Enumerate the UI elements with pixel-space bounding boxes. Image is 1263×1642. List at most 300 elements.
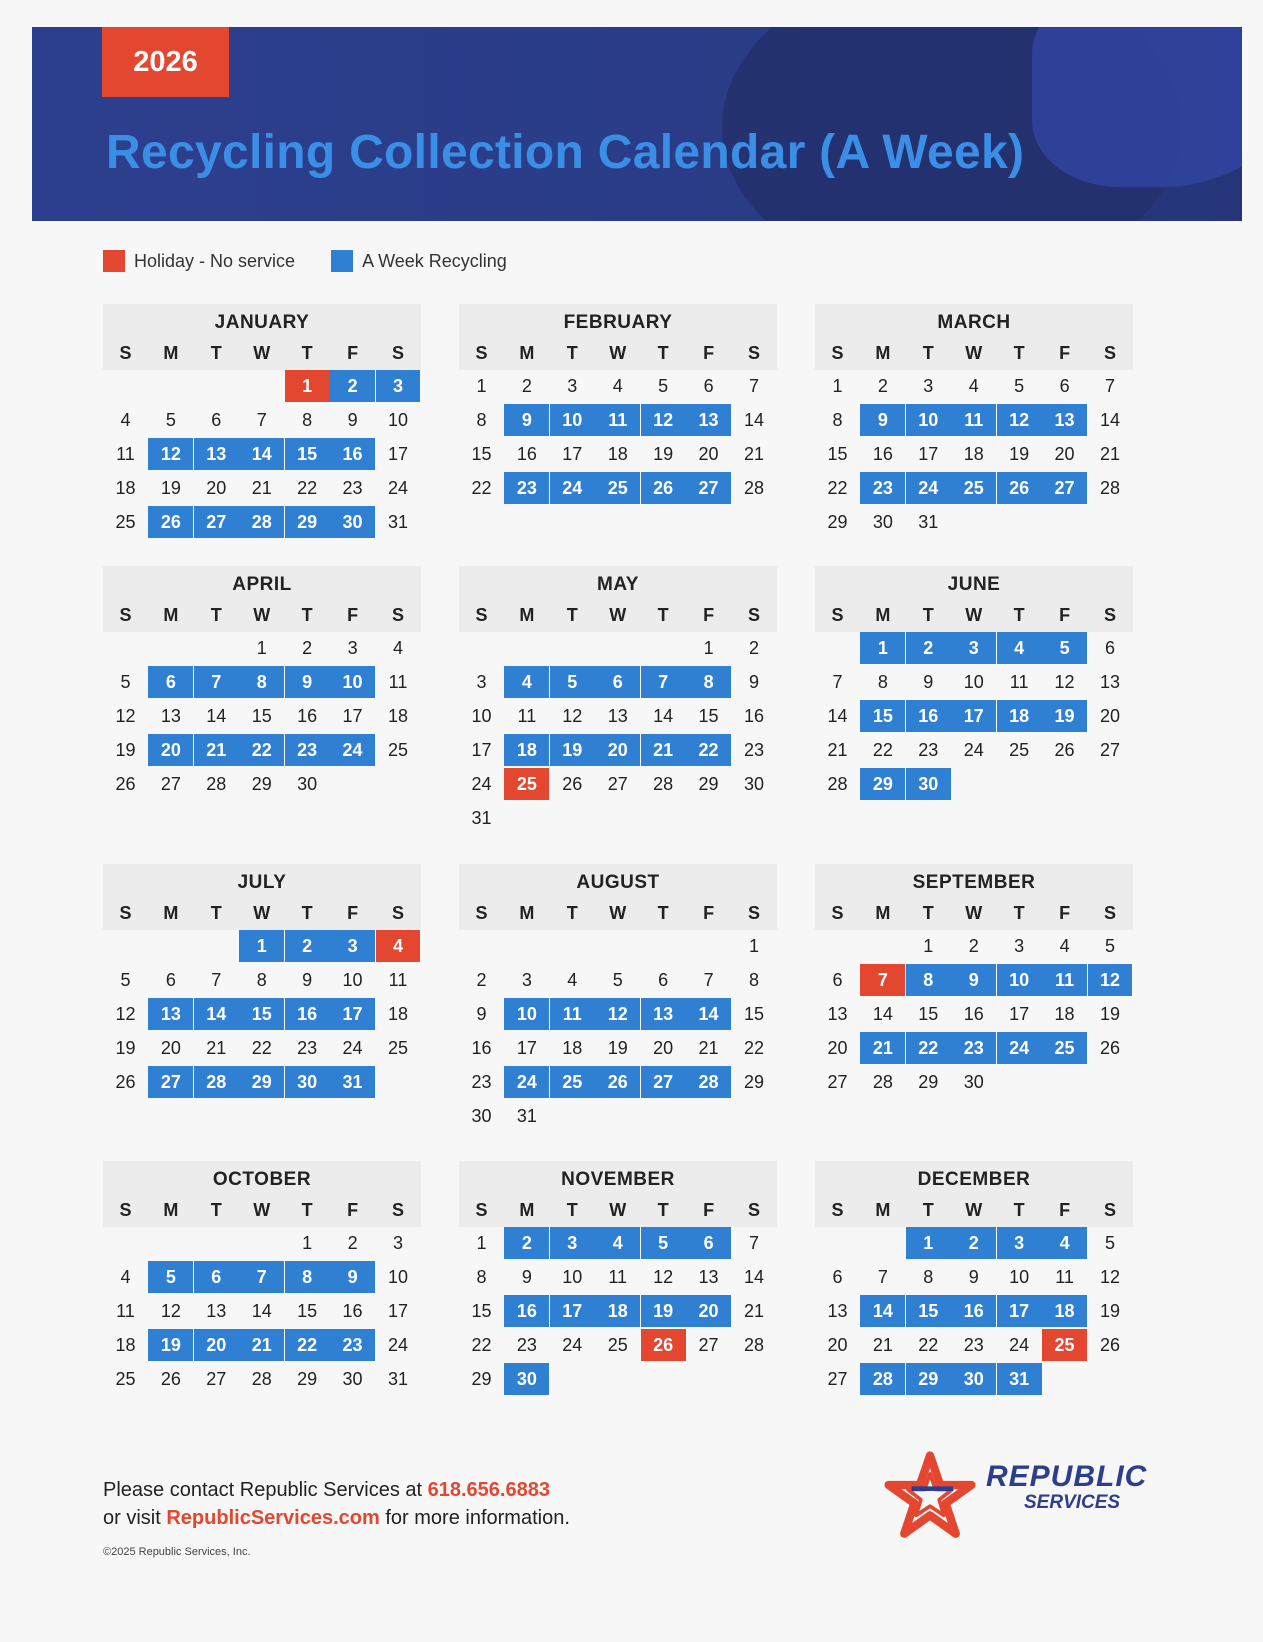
empty-day-cell (860, 930, 905, 962)
day-cell: 5 (165, 409, 176, 430)
day-cell: 5 (1014, 375, 1025, 396)
recycling-day-cell: 16 (285, 998, 330, 1030)
empty-day-cell (951, 768, 996, 800)
recycling-day-cell: 20 (194, 1329, 239, 1361)
day-cell: 26 (1099, 1334, 1120, 1355)
day-cell: 8 (302, 409, 313, 430)
recycling-day-cell: 5 (148, 1261, 193, 1293)
day-cell: 11 (517, 705, 537, 726)
day-cell: 3 (923, 375, 934, 396)
month-name: DECEMBER (917, 1169, 1031, 1190)
weekday-label: W (609, 342, 627, 363)
day-cell: 18 (607, 443, 628, 464)
weekday-label: T (301, 342, 313, 363)
recycling-day-cell: 26 (997, 472, 1042, 504)
recycling-day-cell: 17 (330, 998, 375, 1030)
empty-day-cell (641, 1100, 686, 1132)
day-cell: 9 (521, 1266, 532, 1287)
day-cell: 28 (251, 1368, 272, 1389)
day-cell: 15 (471, 1300, 492, 1321)
recycling-day-cell: 26 (641, 472, 686, 504)
day-cell: 10 (387, 409, 408, 430)
day-cell: 14 (206, 705, 227, 726)
weekday-label: T (657, 604, 669, 625)
empty-day-cell (641, 802, 686, 834)
weekday-label: W (253, 342, 271, 363)
day-cell: 14 (872, 1003, 893, 1024)
weekday-label: M (875, 604, 891, 625)
week-row (103, 1261, 421, 1293)
day-cell: 19 (1009, 443, 1030, 464)
day-cell: 13 (607, 705, 628, 726)
recycling-day-cell: 2 (285, 930, 330, 962)
day-cell: 14 (251, 1300, 272, 1321)
day-cell: 3 (1014, 935, 1025, 956)
empty-day-cell (686, 930, 731, 962)
empty-day-cell (595, 1100, 640, 1132)
day-cell: 26 (115, 773, 136, 794)
day-cell: 4 (392, 637, 403, 658)
day-cell: 8 (476, 409, 487, 430)
year-badge: 2026 (102, 27, 229, 97)
month-header (815, 864, 1133, 930)
empty-day-cell (148, 370, 193, 402)
empty-day-cell (860, 1227, 905, 1259)
weekday-label: M (163, 342, 179, 363)
day-cell: 25 (607, 1334, 628, 1355)
week-row (815, 1227, 1133, 1259)
day-cell: 24 (342, 1037, 363, 1058)
weekday-label: W (253, 1199, 271, 1220)
recycling-day-cell: 10 (330, 666, 375, 698)
recycling-day-cell: 13 (686, 404, 731, 436)
week-row (459, 370, 777, 402)
week-row (103, 1032, 421, 1064)
recycling-day-cell: 6 (148, 666, 193, 698)
empty-day-cell (1088, 1363, 1133, 1395)
weekday-row (103, 1193, 421, 1227)
day-cell: 16 (743, 705, 764, 726)
weekday-label: T (301, 1199, 313, 1220)
week-row (459, 734, 777, 766)
recycling-day-cell: 25 (1042, 1032, 1087, 1064)
footer-line1-text: Please contact Republic Services at (103, 1479, 423, 1501)
month-header (103, 1161, 421, 1227)
day-cell: 5 (658, 375, 669, 396)
empty-day-cell (1088, 506, 1133, 538)
month-september (815, 864, 1133, 1100)
week-row (103, 1066, 421, 1098)
day-cell: 26 (1099, 1037, 1120, 1058)
recycling-day-cell: 6 (686, 1227, 731, 1259)
week-row (103, 964, 421, 996)
week-row (815, 1329, 1133, 1361)
day-cell: 20 (1099, 705, 1120, 726)
recycling-day-cell: 6 (194, 1261, 239, 1293)
day-cell: 25 (115, 1368, 136, 1389)
day-cell: 17 (387, 443, 408, 464)
weekday-label: S (1103, 1199, 1116, 1220)
day-cell: 7 (748, 375, 759, 396)
month-august (459, 864, 777, 1134)
day-cell: 21 (827, 739, 848, 760)
day-cell: 29 (698, 773, 719, 794)
day-cell: 1 (476, 1232, 487, 1253)
weekday-label: F (347, 902, 359, 923)
recycling-day-cell: 20 (686, 1295, 731, 1327)
empty-day-cell (550, 1363, 595, 1395)
day-cell: 29 (471, 1368, 492, 1389)
recycling-day-cell: 19 (1042, 700, 1087, 732)
day-cell: 28 (827, 773, 848, 794)
empty-day-cell (376, 768, 421, 800)
recycling-day-cell: 24 (997, 1032, 1042, 1064)
recycling-day-cell: 21 (860, 1032, 905, 1064)
day-cell: 4 (120, 409, 131, 430)
recycling-day-cell: 3 (330, 930, 375, 962)
day-cell: 19 (653, 443, 674, 464)
day-cell: 4 (1059, 935, 1070, 956)
day-cell: 31 (387, 1368, 408, 1389)
day-cell: 4 (120, 1266, 131, 1287)
day-cell: 30 (963, 1071, 984, 1092)
week-row (103, 632, 421, 664)
recycling-day-cell: 12 (148, 438, 193, 470)
recycling-day-cell: 23 (504, 472, 549, 504)
empty-day-cell (686, 1363, 731, 1395)
day-cell: 23 (516, 1334, 537, 1355)
weekday-label: T (301, 604, 313, 625)
day-cell: 1 (832, 375, 843, 396)
weekday-label: S (391, 342, 404, 363)
day-cell: 9 (476, 1003, 487, 1024)
legend-item-holiday (103, 250, 295, 272)
recycling-day-cell: 26 (148, 506, 193, 538)
day-cell: 29 (918, 1071, 939, 1092)
day-cell: 28 (743, 477, 764, 498)
week-row (815, 666, 1133, 698)
weekday-label: F (1059, 342, 1071, 363)
month-header (459, 1161, 777, 1227)
month-april (103, 566, 421, 802)
week-row (459, 1261, 777, 1293)
week-row (459, 1227, 777, 1259)
day-cell: 24 (387, 477, 408, 498)
recycling-day-cell: 1 (239, 930, 284, 962)
weekday-label: S (1103, 604, 1116, 625)
day-cell: 25 (387, 739, 408, 760)
recycling-day-cell: 9 (860, 404, 905, 436)
day-cell: 24 (1009, 1334, 1030, 1355)
day-cell: 6 (658, 969, 669, 990)
day-cell: 12 (115, 705, 136, 726)
month-header (815, 304, 1133, 370)
weekday-label: S (119, 1199, 132, 1220)
week-row (459, 964, 777, 996)
day-cell: 19 (160, 477, 181, 498)
month-june (815, 566, 1133, 802)
holiday-day-cell: 1 (285, 370, 330, 402)
banner-decoration (1032, 27, 1242, 187)
day-cell: 20 (698, 443, 719, 464)
weekday-row (103, 598, 421, 632)
day-cell: 22 (471, 477, 492, 498)
week-row (103, 506, 421, 538)
day-cell: 28 (872, 1071, 893, 1092)
week-row (103, 370, 421, 402)
day-cell: 1 (256, 637, 267, 658)
recycling-day-cell: 15 (860, 700, 905, 732)
recycling-day-cell: 30 (285, 1066, 330, 1098)
empty-day-cell (148, 632, 193, 664)
empty-day-cell (732, 802, 777, 834)
recycling-day-cell: 6 (595, 666, 640, 698)
recycling-day-cell: 23 (285, 734, 330, 766)
day-cell: 11 (1055, 1266, 1074, 1287)
empty-day-cell (595, 930, 640, 962)
empty-day-cell (504, 632, 549, 664)
week-row (459, 438, 777, 470)
empty-day-cell (103, 370, 148, 402)
weekday-label: S (475, 1199, 488, 1220)
recycling-day-cell: 23 (860, 472, 905, 504)
day-cell: 18 (963, 443, 984, 464)
recycling-day-cell: 12 (1088, 964, 1133, 996)
weekday-label: W (965, 342, 983, 363)
weekday-label: T (566, 604, 578, 625)
day-cell: 16 (872, 443, 893, 464)
empty-day-cell (1088, 768, 1133, 800)
weekday-label: W (253, 902, 271, 923)
week-row (815, 1066, 1133, 1098)
recycling-day-cell: 12 (595, 998, 640, 1030)
day-cell: 1 (302, 1232, 313, 1253)
day-cell: 17 (562, 443, 583, 464)
weekday-label: W (609, 902, 627, 923)
logo-line1: REPUBLIC (986, 1460, 1148, 1493)
day-cell: 31 (387, 511, 408, 532)
empty-day-cell (815, 930, 860, 962)
weekday-label: F (347, 342, 359, 363)
day-cell: 7 (256, 409, 267, 430)
recycling-day-cell: 16 (330, 438, 375, 470)
weekday-row (459, 336, 777, 370)
day-cell: 23 (918, 739, 939, 760)
day-cell: 27 (206, 1368, 227, 1389)
empty-day-cell (103, 930, 148, 962)
recycling-day-cell: 7 (641, 666, 686, 698)
recycling-day-cell: 29 (906, 1363, 951, 1395)
day-cell: 2 (521, 375, 532, 396)
month-header (459, 566, 777, 632)
recycling-day-cell: 31 (997, 1363, 1042, 1395)
day-cell: 7 (211, 969, 222, 990)
recycling-day-cell: 4 (1042, 1227, 1087, 1259)
month-name: AUGUST (576, 872, 660, 893)
day-cell: 9 (302, 969, 313, 990)
logo-line2: SERVICES (1024, 1492, 1121, 1513)
phone-number[interactable]: 618.656.6883 (427, 1479, 550, 1501)
month-header (459, 864, 777, 930)
day-cell: 2 (748, 637, 759, 658)
month-name: MAY (597, 574, 639, 595)
website-link[interactable]: RepublicServices.com (166, 1507, 380, 1529)
empty-day-cell (997, 506, 1042, 538)
day-cell: 27 (160, 773, 181, 794)
day-cell: 31 (516, 1105, 537, 1126)
day-cell: 20 (827, 1334, 848, 1355)
recycling-day-cell: 15 (239, 998, 284, 1030)
day-cell: 7 (877, 1266, 888, 1287)
weekday-label: M (875, 902, 891, 923)
month-header (815, 566, 1133, 632)
weekday-label: W (965, 604, 983, 625)
empty-day-cell (550, 930, 595, 962)
weekday-label: F (703, 902, 715, 923)
day-cell: 21 (698, 1037, 719, 1058)
weekday-row (815, 896, 1133, 930)
day-cell: 30 (471, 1105, 492, 1126)
day-cell: 25 (115, 511, 136, 532)
day-cell: 24 (562, 1334, 583, 1355)
empty-day-cell (595, 1363, 640, 1395)
day-cell: 13 (827, 1300, 848, 1321)
recycling-day-cell: 13 (641, 998, 686, 1030)
weekday-label: M (519, 342, 535, 363)
recycling-day-cell: 25 (595, 472, 640, 504)
day-cell: 6 (211, 409, 222, 430)
recycling-day-cell: 18 (504, 734, 549, 766)
weekday-label: T (566, 342, 578, 363)
day-cell: 18 (115, 477, 136, 498)
holiday-day-cell: 26 (641, 1329, 686, 1361)
day-cell: 24 (387, 1334, 408, 1355)
day-cell: 22 (743, 1037, 764, 1058)
day-cell: 21 (1099, 443, 1120, 464)
day-cell: 10 (342, 969, 363, 990)
recycling-day-cell: 3 (951, 632, 996, 664)
empty-day-cell (732, 1363, 777, 1395)
day-cell: 14 (827, 705, 848, 726)
recycling-day-cell: 25 (550, 1066, 595, 1098)
recycling-day-cell: 14 (686, 998, 731, 1030)
recycling-day-cell: 10 (504, 998, 549, 1030)
recycling-day-cell: 9 (951, 964, 996, 996)
legend-recycling-label: A Week Recycling (362, 250, 507, 271)
month-name: NOVEMBER (561, 1169, 675, 1190)
day-cell: 30 (342, 1368, 363, 1389)
recycling-day-cell: 11 (1042, 964, 1087, 996)
week-row (459, 1032, 777, 1064)
republic-star-logo-icon (884, 1450, 976, 1542)
recycling-day-cell: 24 (906, 472, 951, 504)
month-name: FEBRUARY (563, 312, 673, 333)
day-cell: 28 (1099, 477, 1120, 498)
month-name: APRIL (232, 574, 292, 595)
weekday-label: M (519, 604, 535, 625)
month-july (103, 864, 421, 1100)
day-cell: 3 (521, 969, 532, 990)
day-cell: 9 (347, 409, 358, 430)
empty-day-cell (550, 1100, 595, 1132)
empty-day-cell (595, 632, 640, 664)
recycling-day-cell: 7 (194, 666, 239, 698)
recycling-day-cell: 21 (194, 734, 239, 766)
day-cell: 4 (968, 375, 979, 396)
holiday-day-cell: 25 (504, 768, 549, 800)
recycling-day-cell: 23 (951, 1032, 996, 1064)
recycling-day-cell: 14 (860, 1295, 905, 1327)
recycling-day-cell: 2 (330, 370, 375, 402)
day-cell: 10 (387, 1266, 408, 1287)
weekday-label: S (391, 604, 404, 625)
weekday-label: S (475, 604, 488, 625)
day-cell: 15 (297, 1300, 318, 1321)
day-cell: 9 (748, 671, 759, 692)
day-cell: 1 (703, 637, 714, 658)
weekday-label: W (253, 604, 271, 625)
recycling-day-cell: 9 (330, 1261, 375, 1293)
weekday-label: S (831, 1199, 844, 1220)
weekday-row (815, 1193, 1133, 1227)
month-header (103, 566, 421, 632)
empty-day-cell (1042, 1363, 1087, 1395)
day-cell: 19 (607, 1037, 628, 1058)
weekday-label: T (657, 342, 669, 363)
day-cell: 23 (297, 1037, 318, 1058)
recycling-day-cell: 5 (1042, 632, 1087, 664)
weekday-label: W (965, 902, 983, 923)
day-cell: 6 (703, 375, 714, 396)
month-name: JANUARY (214, 312, 310, 333)
weekday-label: M (163, 604, 179, 625)
day-cell: 5 (120, 671, 131, 692)
recycling-day-cell: 20 (148, 734, 193, 766)
week-row (815, 700, 1133, 732)
week-row (815, 438, 1133, 470)
recycling-day-cell: 11 (550, 998, 595, 1030)
week-row (815, 404, 1133, 436)
recycling-day-cell: 27 (194, 506, 239, 538)
recycling-day-cell: 8 (686, 666, 731, 698)
weekday-row (459, 896, 777, 930)
month-name: MARCH (937, 312, 1011, 333)
weekday-label: S (475, 902, 488, 923)
week-row (459, 666, 777, 698)
day-cell: 19 (115, 1037, 136, 1058)
empty-day-cell (103, 632, 148, 664)
holiday-day-cell: 7 (860, 964, 905, 996)
day-cell: 31 (918, 511, 939, 532)
weekday-label: T (1013, 342, 1025, 363)
day-cell: 12 (562, 705, 583, 726)
weekday-label: T (1013, 902, 1025, 923)
empty-day-cell (194, 370, 239, 402)
day-cell: 3 (567, 375, 578, 396)
weekday-label: S (119, 604, 132, 625)
empty-day-cell (815, 632, 860, 664)
week-row (815, 506, 1133, 538)
recycling-day-cell: 15 (906, 1295, 951, 1327)
weekday-label: S (747, 604, 760, 625)
weekday-label: S (831, 902, 844, 923)
day-cell: 4 (567, 969, 578, 990)
footer-line2-prefix: or visit (103, 1507, 161, 1529)
day-cell: 16 (297, 705, 318, 726)
week-row (103, 438, 421, 470)
weekday-label: S (391, 902, 404, 923)
day-cell: 18 (562, 1037, 583, 1058)
